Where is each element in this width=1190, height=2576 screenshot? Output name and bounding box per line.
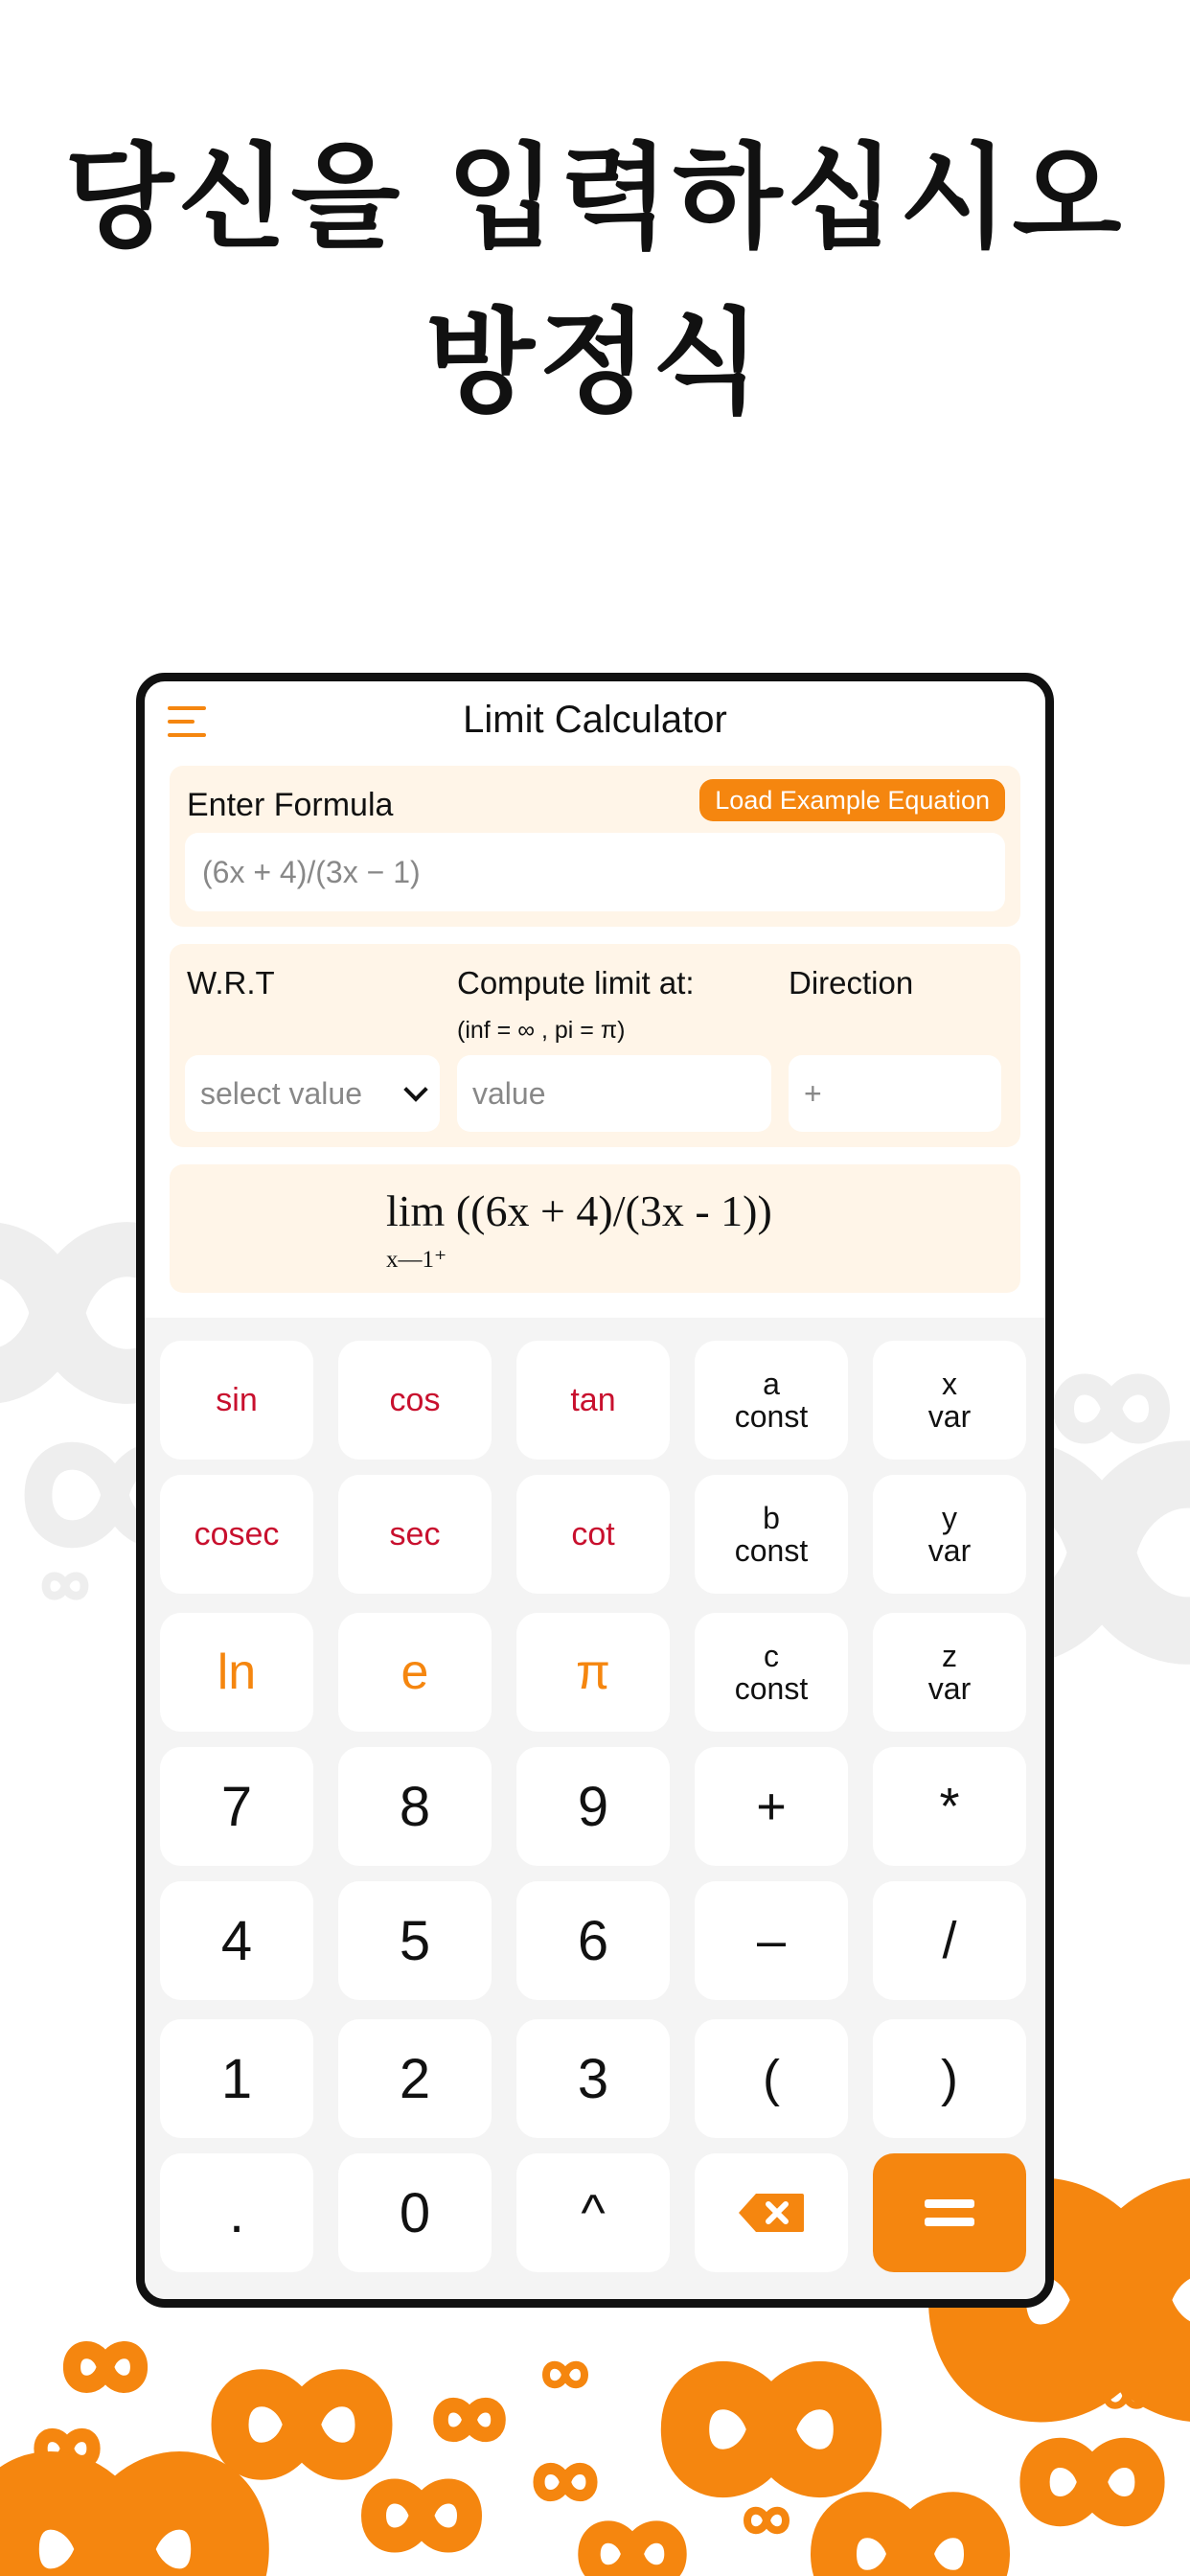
key-var-y-label: var [927, 1533, 972, 1568]
key-var-y[interactable] [873, 1475, 1026, 1594]
formula-input[interactable] [185, 833, 1005, 911]
key-minus[interactable]: – [695, 1881, 848, 2000]
key-sec[interactable]: sec [338, 1475, 492, 1594]
wrt-select-value: select value [200, 1075, 362, 1111]
wrt-select[interactable] [185, 1055, 440, 1132]
key-const-c-letter: c [764, 1639, 779, 1673]
key-cos[interactable]: cos [338, 1341, 492, 1460]
formula-label: Enter Formula [187, 787, 394, 823]
limit-approach: x—1⁺ [386, 1247, 447, 1273]
equals-icon-bar-top [925, 2199, 974, 2208]
promo-line-2: 방정식 [425, 296, 765, 428]
key-var-y-letter: y [942, 1501, 957, 1535]
limit-expression: lim ((6x + 4)/(3x - 1)) [386, 1186, 772, 1235]
key-multiply[interactable]: * [873, 1747, 1026, 1866]
app-header [145, 681, 1045, 764]
limit-preview-panel [170, 1164, 1020, 1293]
key-8[interactable]: 8 [338, 1747, 492, 1866]
key-const-a-letter: a [763, 1367, 780, 1401]
load-example-button[interactable]: Load Example Equation [699, 779, 1005, 821]
equals-icon-bar-bottom [925, 2218, 974, 2226]
direction-input[interactable] [789, 1055, 1001, 1132]
chevron-down-icon [403, 1077, 427, 1101]
key-const-a[interactable] [695, 1341, 848, 1460]
key-pi[interactable]: π [516, 1613, 670, 1732]
key-backspace[interactable] [695, 2153, 848, 2272]
key-left-paren[interactable]: ( [695, 2019, 848, 2138]
key-cosec[interactable]: cosec [160, 1475, 313, 1594]
phone-frame [136, 673, 1054, 2308]
key-const-a-label: const [734, 1399, 809, 1434]
key-plus[interactable]: + [695, 1747, 848, 1866]
key-var-z[interactable] [873, 1613, 1026, 1732]
formula-panel [170, 766, 1020, 927]
promo-headline [0, 115, 1190, 445]
key-7[interactable]: 7 [160, 1747, 313, 1866]
direction-label: Direction [789, 965, 914, 1000]
wrt-label: W.R.T [187, 965, 275, 1000]
key-3[interactable]: 3 [516, 2019, 670, 2138]
key-const-b-letter: b [763, 1501, 780, 1535]
key-var-x-letter: x [942, 1367, 957, 1401]
key-6[interactable]: 6 [516, 1881, 670, 2000]
key-2[interactable]: 2 [338, 2019, 492, 2138]
promo-line-1: 당신을 입력하십시오 [64, 131, 1126, 264]
key-decimal[interactable]: . [160, 2153, 313, 2272]
app-title: Limit Calculator [463, 699, 727, 741]
limit-value-input[interactable] [457, 1055, 771, 1132]
key-right-paren[interactable]: ) [873, 2019, 1026, 2138]
key-power[interactable]: ^ [516, 2153, 670, 2272]
key-equals[interactable] [873, 2153, 1026, 2272]
key-const-b-label: const [734, 1533, 809, 1568]
key-var-z-label: var [927, 1671, 972, 1706]
key-ln[interactable]: ln [160, 1613, 313, 1732]
compute-limit-hint: (inf = ∞ , pi = π) [457, 1017, 626, 1044]
key-var-x-label: var [927, 1399, 972, 1434]
key-0[interactable]: 0 [338, 2153, 492, 2272]
key-const-c-label: const [734, 1671, 809, 1706]
key-divide[interactable]: / [873, 1881, 1026, 2000]
key-sin[interactable]: sin [160, 1341, 313, 1460]
key-const-c[interactable] [695, 1613, 848, 1732]
key-var-x[interactable] [873, 1341, 1026, 1460]
key-5[interactable]: 5 [338, 1881, 492, 2000]
keypad [145, 1318, 1045, 2299]
key-e[interactable]: e [338, 1613, 492, 1732]
key-var-z-letter: z [942, 1639, 957, 1673]
key-const-b[interactable] [695, 1475, 848, 1594]
backspace-icon [737, 2192, 806, 2234]
key-cot[interactable]: cot [516, 1475, 670, 1594]
key-1[interactable]: 1 [160, 2019, 313, 2138]
compute-limit-label: Compute limit at: [457, 965, 695, 1000]
key-tan[interactable]: tan [516, 1341, 670, 1460]
limit-settings-panel [170, 944, 1020, 1147]
key-4[interactable]: 4 [160, 1881, 313, 2000]
key-9[interactable]: 9 [516, 1747, 670, 1866]
